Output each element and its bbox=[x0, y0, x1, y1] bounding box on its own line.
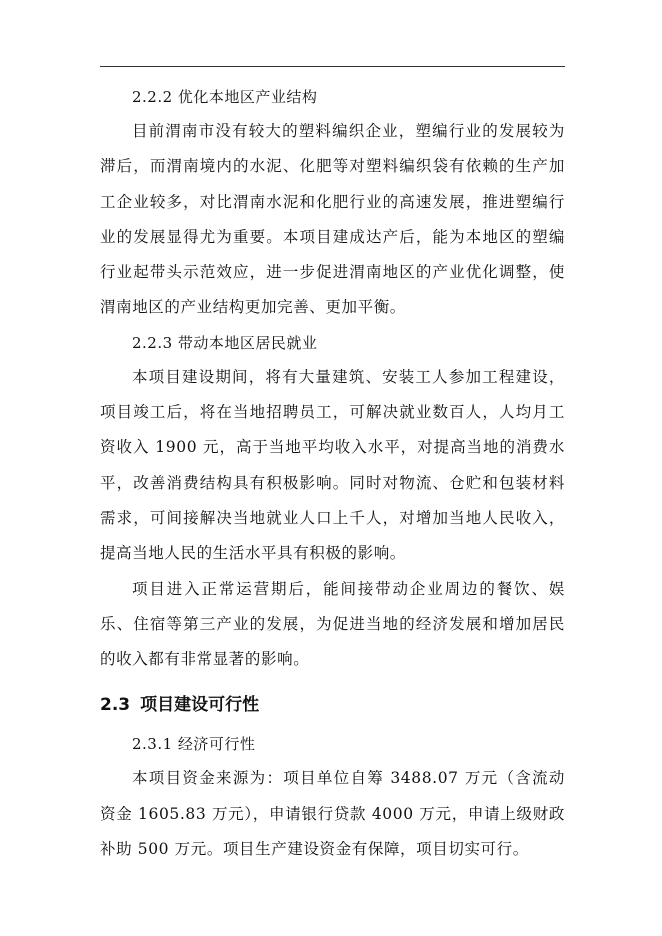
paragraph-employment: 本项目建设期间，将有大量建筑、安装工人参加工程建设，项目竣工后，将在当地招聘员工，可解决就业数百人，人均月工资收入 1900 元，高于当地平均收入水平，对提高当地的消费水平，改善消费结构具有积极影响。同时对物流、仓贮和包装材料需求，可间接解决当地就业人口上千人，对增加当地人民收入，提高当地人民的生活水平具有积极的影响。 bbox=[100, 367, 565, 563]
subsection-heading-2-2-3: 2.2.3 带动本地区居民就业 bbox=[132, 333, 318, 352]
paragraph-tertiary-industry: 项目进入正常运营期后，能间接带动企业周边的餐饮、娱乐、住宿等第三产业的发展，为促进当地的经济发展和增加居民的收入都有非常显著的影响。 bbox=[100, 579, 565, 669]
subsection-heading-2-3-1: 2.3.1 经济可行性 bbox=[132, 735, 256, 754]
section-heading-2-3 bbox=[100, 687, 565, 723]
section-title: 项目建设可行性 bbox=[140, 695, 260, 716]
document-body bbox=[100, 80, 565, 867]
paragraph-economic-feasibility: 本项目资金来源为：项目单位自筹 3488.07 万元（含流动资金 1605.83 万元），申请银行贷款 4000 万元，申请上级财政补助 500 万元。项目生产建设资金有保障，项目切实可行。 bbox=[100, 769, 565, 859]
section-number: 2.3 bbox=[100, 695, 131, 716]
subsection-heading-2-2-2: 2.2.2 优化本地区产业结构 bbox=[132, 88, 318, 106]
header-rule bbox=[100, 66, 565, 67]
paragraph-industry-structure: 目前渭南市没有较大的塑料编织企业，塑编行业的发展较为滞后，而渭南境内的水泥、化肥等对塑料编织袋有依赖的生产加工企业较多，对比渭南水泥和化肥行业的高速发展，推进塑编行业的发展显得尤为重要。本项目建成达产后，能为本地区的塑编行业起带头示范效应，进一步促进渭南地区的产业优化调整，使渭南地区的产业结构更加完善、更加平衡。 bbox=[100, 122, 565, 317]
